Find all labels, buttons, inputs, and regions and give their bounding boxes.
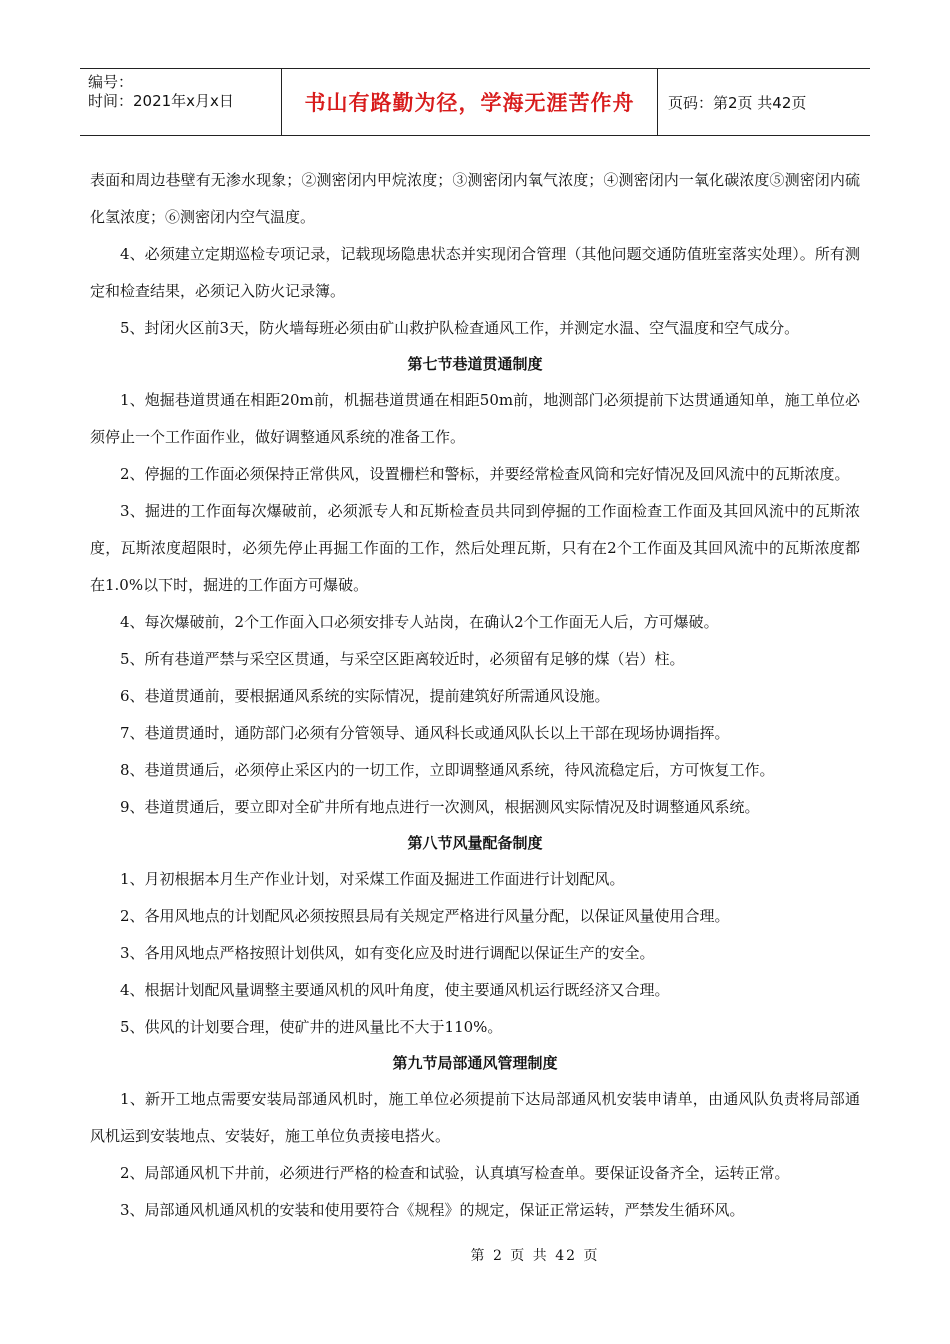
section-heading: 第七节巷道贯通制度 [407,355,543,373]
body-paragraph: 3、局部通风机通风机的安装和使用要符合《规程》的规定，保证正常运转，严禁发生循环风。 [120,1201,745,1219]
body-paragraph: 5、所有巷道严禁与采空区贯通，与采空区距离较近时，必须留有足够的煤（岩）柱。 [120,650,685,668]
body-paragraph: 5、供风的计划要合理，使矿井的进风量比不大于110%。 [120,1018,503,1036]
body-paragraph: 3、各用风地点严格按照计划供风，如有变化应及时进行调配以保证生产的安全。 [120,944,655,962]
body-paragraph: 4、每次爆破前，2个工作面入口必须安排专人站岗，在确认2个工作面无人后，方可爆破。 [120,613,719,631]
body-paragraph: 1、炮掘巷道贯通在相距20m前，机掘巷道贯通在相距50m前，地测部门必须提前下达贯通通知单，施工单位必须停止一个工作面作业，做好调整通风系统的准备工作。 [90,391,860,446]
section-heading: 第八节风量配备制度 [407,834,543,852]
document-number-label: 编号： [88,73,134,91]
body-paragraph: 2、各用风地点的计划配风必须按照县局有关规定严格进行风量分配，以保证风量使用合理。 [120,907,730,925]
body-paragraph: 5、封闭火区前3天，防火墙每班必须由矿山救护队检查通风工作，并测定水温、空气温度和空气成分。 [120,319,800,337]
body-paragraph: 1、月初根据本月生产作业计划，对采煤工作面及掘进工作面进行计划配风。 [120,870,625,888]
body-paragraph: 2、局部通风机下井前，必须进行严格的检查和试验，认真填写检查单。要保证设备齐全，运转正常。 [120,1164,790,1182]
document-date: 时间：2021年x月x日 [88,92,234,110]
header-page-info: 页码：第2页 共42页 [668,93,807,112]
body-paragraph: 7、巷道贯通时，通防部门必须有分管领导、通风科长或通风队长以上干部在现场协调指挥。 [120,724,730,742]
document-body [90,162,860,1229]
header-meta [80,69,282,135]
body-paragraph: 8、巷道贯通后，必须停止采区内的一切工作，立即调整通风系统，待风流稳定后，方可恢复工作。 [120,761,775,779]
body-paragraph: 4、必须建立定期巡检专项记录，记载现场隐患状态并实现闭合管理（其他问题交通防值班室落实处理）。所有测定和检查结果，必须记入防火记录簿。 [90,245,860,300]
header-motto: 书山有路勤为径，学海无涯苦作舟 [282,69,658,135]
body-paragraph: 表面和周边巷壁有无渗水现象；②测密闭内甲烷浓度；③测密闭内氧气浓度；④测密闭内一氧化碳浓度⑤测密闭内硫化氢浓度；⑥测密闭内空气温度。 [90,171,860,226]
page-footer: 第 2 页 共 42 页 [470,1248,600,1264]
body-paragraph: 4、根据计划配风量调整主要通风机的风叶角度，使主要通风机运行既经济又合理。 [120,981,670,999]
section-heading: 第九节局部通风管理制度 [392,1054,558,1072]
body-paragraph: 1、新开工地点需要安装局部通风机时，施工单位必须提前下达局部通风机安装申请单，由通风队负责将局部通风机运到安装地点、安装好，施工单位负责接电搭火。 [90,1090,860,1145]
body-paragraph: 2、停掘的工作面必须保持正常供风，设置栅栏和警标，并要经常检查风筒和完好情况及回风流中的瓦斯浓度。 [120,465,850,483]
page-header [80,68,870,136]
body-paragraph: 6、巷道贯通前，要根据通风系统的实际情况，提前建筑好所需通风设施。 [120,687,610,705]
body-paragraph: 9、巷道贯通后，要立即对全矿井所有地点进行一次测风，根据测风实际情况及时调整通风系统。 [120,798,760,816]
body-paragraph: 3、掘进的工作面每次爆破前，必须派专人和瓦斯检查员共同到停掘的工作面检查工作面及其回风流中的瓦斯浓度，瓦斯浓度超限时，必须先停止再掘工作面的工作，然后处理瓦斯，只有在2个工作面及其回风流中的瓦斯浓度都在1.0%以下时，掘进的工作面方可爆破。 [90,502,860,594]
